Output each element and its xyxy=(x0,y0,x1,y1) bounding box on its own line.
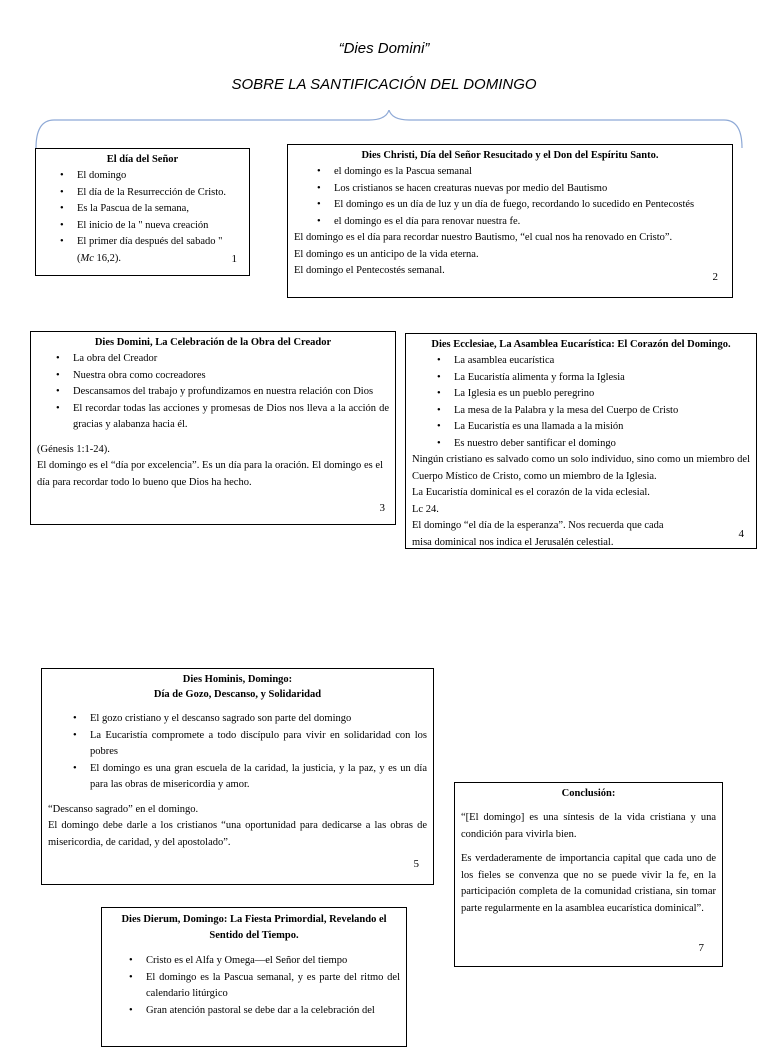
bullet-list xyxy=(37,351,389,434)
list-item: • La Eucaristía alimenta y forma la Iglesia xyxy=(454,370,750,387)
body-text: El domingo “el día de la esperanza”. Nos recuerda que cada xyxy=(412,520,664,531)
list-item: • el domingo es el día para renovar nuestra fe. xyxy=(334,214,726,231)
box-number: 2 xyxy=(712,270,718,283)
box-number: 5 xyxy=(413,857,419,870)
body-text: El domingo es el “día por excelencia”. Es un día para la oración. El domingo es el día para recordar todo lo bueno que Dios ha hecho. xyxy=(37,460,383,488)
box-heading: El día del Señor xyxy=(106,154,179,165)
body-text: misa dominical nos indica el Jerusalén celestial. xyxy=(412,536,614,548)
body-text: “Descanso sagrado” en el domingo. xyxy=(48,803,199,815)
list-item: • La obra del Creador xyxy=(73,351,389,368)
box-number: 7 xyxy=(698,941,704,954)
list-item: • Gran atención pastoral se debe dar a la celebración del xyxy=(146,1003,400,1020)
bullet-list xyxy=(48,711,427,794)
box-dies-dierum xyxy=(101,907,407,1047)
text-line: El domingo es un anticipo de la vida eterna. xyxy=(294,248,479,260)
bullet-list xyxy=(42,168,243,251)
box-heading: Dies Christi, Día del Señor Resucitado y el Don del Espíritu Santo. xyxy=(361,150,659,161)
reference-line: (Génesis 1:1-24). xyxy=(37,443,110,455)
box-heading: Dies Dierum, Domingo: La Fiesta Primordial, Revelando el Sentido del Tiempo. xyxy=(121,914,387,941)
box-heading: Dies Ecclesiae, La Asamblea Eucarística: El Corazón del Domingo. xyxy=(431,339,731,350)
list-item: • Descansamos del trabajo y profundizamos en nuestra relación con Dios xyxy=(73,384,389,401)
reference-line: (Mc 16,2). xyxy=(77,252,122,264)
box-dies-hominis xyxy=(41,668,434,885)
body-text: Ningún cristiano es salvado como un solo individuo, sino como un miembro del Cuerpo Místico de Cristo, como un miembro de la Iglesia. xyxy=(412,454,750,482)
list-item: • El domingo es la Pascua semanal, y es parte del ritmo del calendario litúrgico xyxy=(146,970,400,1003)
body-text: El domingo debe darle a los cristianos “una oportunidad para dedicarse a las obras de misericordia, de caridad, y del apostolado”. xyxy=(48,820,427,848)
list-item: • El domingo xyxy=(77,168,243,185)
list-item: • El domingo es un día de luz y un día de fuego, recordando lo sucedido en Pentecostés xyxy=(334,197,726,214)
list-item: • Es la Pascua de la semana, xyxy=(77,201,243,218)
list-item: • El domingo es una gran escuela de la caridad, la justicia, y la paz, y es un día para las obras de misericordia y amor. xyxy=(90,761,427,794)
list-item: • Es nuestro deber santificar el domingo xyxy=(454,436,750,453)
box-dia-del-senor xyxy=(35,148,250,276)
bullet-list xyxy=(108,953,400,1019)
list-item: • La asamblea eucarística xyxy=(454,353,750,370)
text-line: El domingo el Pentecostés semanal. xyxy=(294,265,445,276)
reference-line: Lc 24. xyxy=(412,503,439,515)
box-heading: Conclusión: xyxy=(561,788,616,799)
box-dies-christi xyxy=(287,144,733,298)
box-dies-ecclesiae xyxy=(405,333,757,549)
box-heading: Dies Hominis, Domingo: xyxy=(182,674,293,685)
list-item: • La Iglesia es un pueblo peregrino xyxy=(454,386,750,403)
bullet-list xyxy=(412,353,750,452)
box-number: 3 xyxy=(379,501,385,514)
box-dies-domini xyxy=(30,331,396,525)
box-number: 1 xyxy=(231,252,237,265)
text-line: El domingo es el día para recordar nuestro Bautismo, “el cual nos ha renovado en Cristo”. xyxy=(294,232,673,243)
list-item: • El inicio de la " nueva creación xyxy=(77,218,243,235)
box-number: 4 xyxy=(738,527,744,540)
list-item: • La mesa de la Palabra y la mesa del Cuerpo de Cristo xyxy=(454,403,750,420)
document-title: “Dies Domini” xyxy=(338,40,430,57)
list-item: • Nuestra obra como cocreadores xyxy=(73,368,389,385)
box-subheading: Día de Gozo, Descanso, y Solidaridad xyxy=(153,689,322,700)
body-text: Es verdaderamente de importancia capital que cada uno de los fieles se convenza que no se puede vivir la fe, en la participación completa de la comunidad cristiana, sin tomar parte regularmente en la asamblea eucarística dominical”. xyxy=(461,853,716,914)
list-item: • El primer día después del sabado " xyxy=(77,234,243,251)
list-item: • El gozo cristiano y el descanso sagrado son parte del domingo xyxy=(90,711,427,728)
list-item: • Los cristianos se hacen creaturas nuevas por medio del Bautismo xyxy=(334,181,726,198)
list-item: • el domingo es la Pascua semanal xyxy=(334,164,726,181)
body-text: La Eucaristía dominical es el corazón de la vida eclesial. xyxy=(412,487,650,498)
box-heading: Dies Domini, La Celebración de la Obra del Creador xyxy=(94,337,332,348)
list-item: • El recordar todas las acciones y promesas de Dios nos lleva a la acción de gracias y alabanza hacia él. xyxy=(73,401,389,434)
list-item: • El día de la Resurrección de Cristo. xyxy=(77,185,243,202)
document-subtitle: SOBRE LA SANTIFICACIÓN DEL DOMINGO xyxy=(231,76,537,93)
list-item: • Cristo es el Alfa y Omega—el Señor del tiempo xyxy=(146,953,400,970)
list-item: • La Eucaristía compromete a todo discípulo para vivir en solidaridad con los pobres xyxy=(90,728,427,761)
body-text: “[El domingo] es una síntesis de la vida cristiana y una condición para vivirla bien. xyxy=(461,812,716,840)
box-conclusion xyxy=(454,782,723,967)
bullet-list xyxy=(294,164,726,230)
list-item: • La Eucaristía es una llamada a la misión xyxy=(454,419,750,436)
